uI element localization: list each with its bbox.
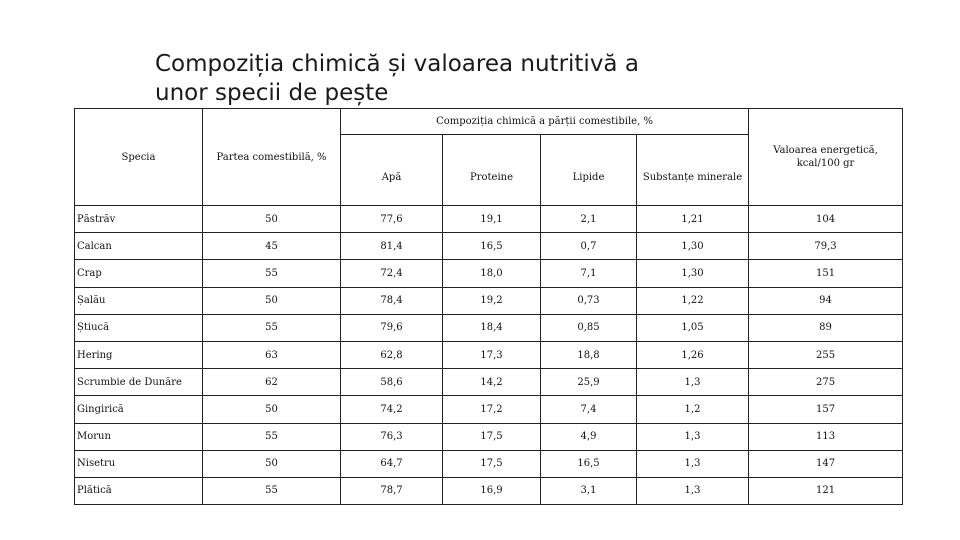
cell-energy: 275: [749, 369, 903, 396]
cell-minerals: 1,21: [637, 206, 749, 233]
cell-edible: 63: [203, 341, 341, 368]
cell-minerals: 1,30: [637, 233, 749, 260]
cell-energy: 147: [749, 450, 903, 477]
cell-edible: 50: [203, 396, 341, 423]
cell-edible: 55: [203, 477, 341, 504]
table-row: [75, 314, 903, 341]
table-row: [75, 206, 903, 233]
cell-energy: 255: [749, 341, 903, 368]
cell-energy: 89: [749, 314, 903, 341]
cell-minerals: 1,3: [637, 423, 749, 450]
cell-water: 72,4: [341, 260, 443, 287]
table-row: [75, 423, 903, 450]
header-minerals: Substanțe minerale: [637, 135, 749, 206]
cell-species: Hering: [75, 341, 203, 368]
header-energy: Valoarea energetică, kcal/100 gr: [749, 109, 903, 206]
cell-edible: 45: [203, 233, 341, 260]
cell-water: 76,3: [341, 423, 443, 450]
cell-edible: 55: [203, 260, 341, 287]
cell-edible: 50: [203, 450, 341, 477]
cell-proteins: 19,1: [443, 206, 541, 233]
table-body: [75, 206, 903, 505]
cell-lipids: 4,9: [541, 423, 637, 450]
cell-minerals: 1,30: [637, 260, 749, 287]
cell-lipids: 2,1: [541, 206, 637, 233]
cell-proteins: 16,5: [443, 233, 541, 260]
cell-species: Șalău: [75, 287, 203, 314]
cell-energy: 94: [749, 287, 903, 314]
cell-species: Nisetru: [75, 450, 203, 477]
cell-minerals: 1,22: [637, 287, 749, 314]
cell-species: Calcan: [75, 233, 203, 260]
cell-species: Plătică: [75, 477, 203, 504]
cell-water: 64,7: [341, 450, 443, 477]
cell-minerals: 1,3: [637, 369, 749, 396]
cell-water: 78,4: [341, 287, 443, 314]
cell-lipids: 0,7: [541, 233, 637, 260]
table-row: [75, 450, 903, 477]
header-composition-group: Compoziția chimică a părții comestibile, %: [341, 109, 749, 135]
cell-lipids: 7,1: [541, 260, 637, 287]
table-row: [75, 341, 903, 368]
cell-minerals: 1,05: [637, 314, 749, 341]
cell-proteins: 17,5: [443, 450, 541, 477]
cell-energy: 79,3: [749, 233, 903, 260]
cell-energy: 121: [749, 477, 903, 504]
table-row: [75, 287, 903, 314]
cell-water: 78,7: [341, 477, 443, 504]
cell-minerals: 1,2: [637, 396, 749, 423]
cell-energy: 104: [749, 206, 903, 233]
cell-water: 81,4: [341, 233, 443, 260]
cell-edible: 62: [203, 369, 341, 396]
cell-edible: 55: [203, 314, 341, 341]
table-header: [75, 109, 903, 206]
table-row: [75, 233, 903, 260]
cell-water: 77,6: [341, 206, 443, 233]
page-title: [155, 50, 795, 108]
table-row: [75, 260, 903, 287]
cell-lipids: 3,1: [541, 477, 637, 504]
cell-proteins: 19,2: [443, 287, 541, 314]
cell-edible: 50: [203, 206, 341, 233]
cell-species: Scrumbie de Dunăre: [75, 369, 203, 396]
cell-water: 58,6: [341, 369, 443, 396]
cell-minerals: 1,3: [637, 450, 749, 477]
cell-species: Păstrăv: [75, 206, 203, 233]
cell-species: Crap: [75, 260, 203, 287]
cell-water: 62,8: [341, 341, 443, 368]
cell-species: Gingirică: [75, 396, 203, 423]
cell-lipids: 0,85: [541, 314, 637, 341]
table-row: [75, 369, 903, 396]
cell-water: 74,2: [341, 396, 443, 423]
cell-proteins: 17,2: [443, 396, 541, 423]
cell-edible: 50: [203, 287, 341, 314]
cell-lipids: 25,9: [541, 369, 637, 396]
nutrition-table: [74, 108, 903, 505]
cell-lipids: 7,4: [541, 396, 637, 423]
header-proteins: Proteine: [443, 135, 541, 206]
cell-proteins: 14,2: [443, 369, 541, 396]
table-row: [75, 396, 903, 423]
cell-lipids: 16,5: [541, 450, 637, 477]
cell-water: 79,6: [341, 314, 443, 341]
cell-lipids: 0,73: [541, 287, 637, 314]
cell-edible: 55: [203, 423, 341, 450]
title-line-2: unor specii de pește: [155, 80, 389, 106]
cell-species: Știucă: [75, 314, 203, 341]
cell-proteins: 17,3: [443, 341, 541, 368]
cell-proteins: 18,0: [443, 260, 541, 287]
table-row: [75, 477, 903, 504]
header-water: Apă: [341, 135, 443, 206]
cell-energy: 113: [749, 423, 903, 450]
header-edible: Partea comestibilă, %: [203, 109, 341, 206]
cell-minerals: 1,3: [637, 477, 749, 504]
header-lipids: Lipide: [541, 135, 637, 206]
cell-energy: 157: [749, 396, 903, 423]
title-line-1: Compoziția chimică și valoarea nutritivă a: [155, 51, 639, 77]
header-species: Specia: [75, 109, 203, 206]
cell-proteins: 16,9: [443, 477, 541, 504]
cell-lipids: 18,8: [541, 341, 637, 368]
cell-species: Morun: [75, 423, 203, 450]
cell-proteins: 18,4: [443, 314, 541, 341]
cell-energy: 151: [749, 260, 903, 287]
cell-proteins: 17,5: [443, 423, 541, 450]
cell-minerals: 1,26: [637, 341, 749, 368]
